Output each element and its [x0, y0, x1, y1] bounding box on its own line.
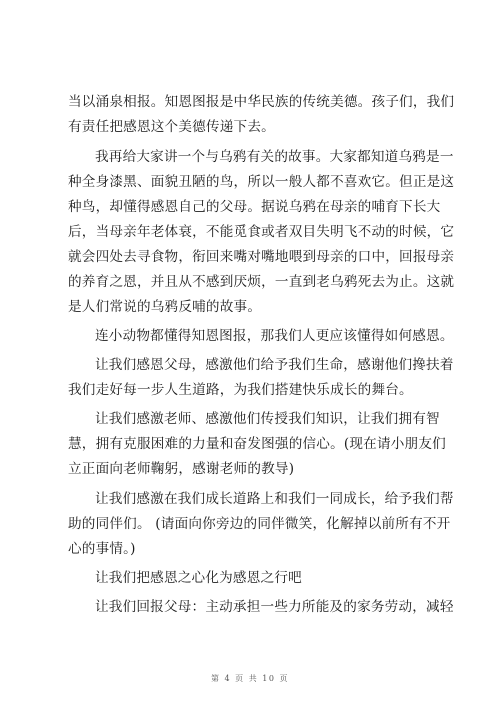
paragraph-line: 的养育之恩，并且从不感到厌烦，一直到老乌鸦死去为止。这就	[68, 274, 455, 290]
paragraph-line: 种鸟，却懂得感恩自己的父母。据说乌鸦在母亲的哺育下长大	[68, 199, 441, 215]
paragraph-line: 是人们常说的乌鸦反哺的故事。	[68, 299, 262, 315]
paragraph-line: 让我们回报父母：主动承担一些力所能及的家务劳动，减轻	[95, 599, 454, 615]
paragraph-line: 让我们感激在我们成长道路上和我们一同成长，给予我们帮	[95, 491, 454, 507]
paragraph-line: 就会四处去寻食物，衔回来嘴对嘴地喂到母亲的口中，回报母亲	[68, 249, 455, 265]
paragraph-line: 连小动物都懂得知恩图报，那我们人更应该懂得如何感恩。	[95, 328, 454, 344]
paragraph-line: 助的同伴们。 (请面向你旁边的同伴微笑，化解掉以前所有不开	[68, 516, 451, 532]
paragraph-line: 我们走好每一步人生道路，为我们搭建快乐成长的舞台。	[68, 382, 413, 398]
paragraph-line: 有责任把感恩这个美德传递下去。	[68, 119, 275, 135]
paragraph-line: 后，当母亲年老体衰，不能觅食或者双目失明飞不动的时候，它	[68, 224, 455, 240]
paragraph-line: 我再给大家讲一个与乌鸦有关的故事。大家都知道乌鸦是一	[95, 149, 454, 165]
paragraph-line: 让我们感激老师、感激他们传授我们知识，让我们拥有智	[95, 411, 440, 427]
paragraph-line: 种全身漆黑、面貌丑陋的鸟，所以一般人都不喜欢它。但正是这	[68, 174, 455, 190]
page-number-footer: 第 4 页 共 10 页	[211, 674, 289, 683]
paragraph-line: 当以涌泉相报。知恩图报是中华民族的传统美德。孩子们，我们	[68, 94, 455, 110]
paragraph-line: 立正面向老师鞠躬，感谢老师的教导)	[68, 461, 295, 477]
paragraph-line: 心的事情。)	[68, 541, 136, 557]
paragraph-line: 让我们把感恩之心化为感恩之行吧	[95, 570, 302, 586]
paragraph-line: 慧，拥有克服困难的力量和奋发图强的信心。(现在请小朋友们	[68, 436, 446, 452]
paragraph-line: 让我们感恩父母，感激他们给予我们生命，感谢他们搀扶着	[95, 357, 454, 373]
